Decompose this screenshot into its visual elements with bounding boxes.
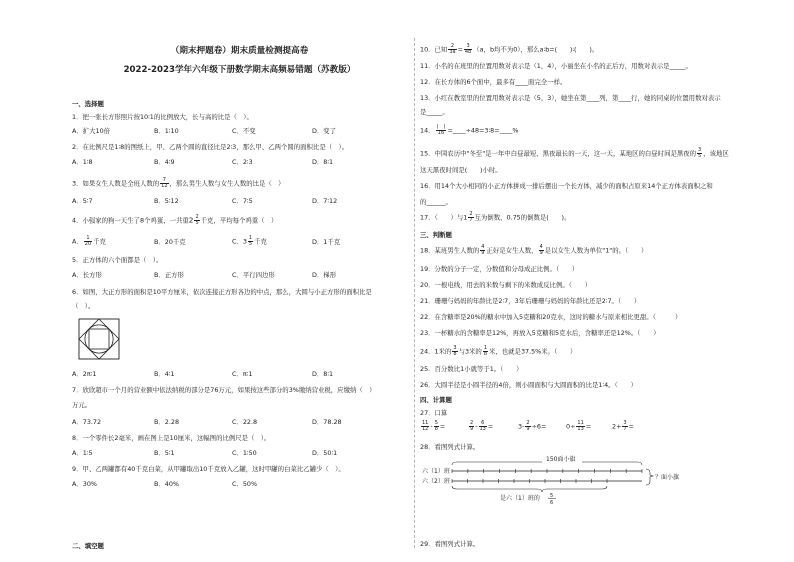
question-20: 20．一根电线，用去的米数与剩下的米数成反比例。（ ） (420, 281, 592, 289)
section-heading: 一、选择题 (72, 100, 104, 108)
question-13-cont: 是_____。 (420, 108, 449, 116)
denominator: 9 (539, 250, 543, 256)
fraction (421, 421, 429, 432)
operator: - (430, 422, 433, 431)
numerator: 2 (195, 214, 199, 220)
fraction (84, 236, 92, 247)
row2-label: 六（2）班 (422, 478, 450, 485)
operand: 0÷ (566, 422, 576, 431)
question-text: 4．小强家的狗一天生了8个鸡蛋，一共重 (72, 216, 189, 225)
operator: = (585, 422, 592, 431)
option: A．1∶5 (72, 449, 93, 457)
equals: = (457, 45, 463, 54)
question-6-cont: （ ）。 (72, 302, 95, 310)
question-26: 26．大圆半径是小圆半径的4倍，则小圆面积与大圆面积的比是1∶4。（ ） (420, 381, 637, 389)
option: B．正方形 (154, 271, 184, 279)
fraction (576, 421, 584, 432)
option: B．2.28 (154, 418, 180, 426)
fraction (448, 44, 456, 55)
section-heading: 四、计算题 (420, 396, 452, 404)
option-letter: C．3 (232, 237, 247, 246)
numerator: 6 (479, 421, 487, 427)
option: A．73.72 (72, 418, 102, 426)
option: D．1千克 (312, 238, 341, 246)
option: A．1∶8 (72, 158, 93, 166)
option: B．1∶10 (154, 127, 179, 135)
question-15 (420, 148, 729, 159)
question-19: 19．分数的分子一定，分数值和分母成正比例。（ ） (420, 265, 579, 273)
denominator: 7 (469, 217, 473, 223)
option: D．7∶12 (312, 197, 338, 205)
denominator: 8 (434, 426, 438, 432)
numerator: 2 (469, 211, 473, 217)
column-divider (414, 38, 415, 548)
question-text: 是以女生人数为单位"1"的。（ ） (544, 246, 648, 255)
option: C．π∶1 (232, 370, 253, 378)
option: C．2∶3 (232, 158, 253, 166)
unit: 千克 (254, 237, 267, 246)
numerator: 11 (422, 420, 429, 426)
calc-item (420, 421, 445, 432)
calc-item (566, 421, 591, 432)
question-text: ，该地区 (703, 149, 729, 158)
question-text: 15．中国农历中"冬至"是一年中白昼最短、黑夜最长的一天，这一天，某地区的白昼时间是黑夜的 (420, 149, 697, 158)
denominator: 5 (698, 153, 702, 159)
denominator: 6 (550, 500, 554, 506)
question-text: 3．如果女生人数是全班人数的 (72, 179, 160, 188)
option: C．1∶50 (232, 449, 257, 457)
fraction (479, 421, 487, 432)
operator: = (487, 422, 494, 431)
option (72, 236, 106, 247)
question-5: 5．正方体的六个面都是（ ）。 (72, 256, 163, 264)
question-text: ，那么男生人数与女生人数的比是（ ） (169, 179, 285, 188)
option: D．8∶1 (312, 370, 334, 378)
option (232, 236, 267, 247)
numerator: ( ) (436, 124, 446, 130)
section-heading: 二、填空题 (72, 542, 104, 550)
operand: 2+ (612, 422, 622, 431)
denominator: 8 (453, 351, 457, 357)
denominator: 13 (577, 426, 584, 432)
fraction (469, 421, 474, 432)
option: C．平行四边形 (232, 271, 275, 279)
operator: - (475, 422, 478, 431)
right-brace (646, 469, 653, 485)
question-7: 7．欣欣超市一个月的营业额中依法纳税的部分是76万元，如果按这些部分的3%缴纳营业税，应缴纳（ ） (72, 386, 376, 394)
question-16: 16．用14个大小相同的小正方体拼成一排后摆出一个长方体，减少的面积占原来14个正方体表面积之和 (420, 182, 713, 190)
numerator: 1 (248, 235, 253, 241)
question-text: 17．（ ）与1 (420, 213, 468, 222)
exam-title: （期末押题卷）期末质量检测提高卷 (170, 46, 309, 56)
denominator: 9 (470, 426, 474, 432)
option: A．长方形 (72, 271, 102, 279)
numerator: 3 (623, 420, 627, 426)
option: A．扩大10倍 (72, 127, 111, 135)
question-text: 千克，平均每个鸡重（ ） (200, 216, 278, 225)
fraction (525, 421, 530, 432)
option: D．梯形 (312, 271, 337, 279)
diagram-bottom-text: 是六（1）班的 (500, 495, 540, 502)
option: D．变了 (312, 127, 337, 135)
fraction (483, 346, 488, 357)
option: C．7∶5 (232, 197, 253, 205)
option: B．4∶1 (154, 370, 175, 378)
denominator: 13 (479, 426, 486, 432)
calc-item (468, 421, 493, 432)
denominator: 16 (437, 130, 445, 136)
question-text: 24．1米的 (420, 347, 452, 356)
option: D．78.28 (312, 418, 342, 426)
fraction (160, 178, 168, 189)
numerator: 1 (84, 236, 92, 242)
question-12: 12．在长方体的6个面中，最多有____面完全一样。 (420, 78, 567, 86)
numerator: 2 (470, 420, 474, 426)
question-7-cont: 万元。 (72, 401, 92, 409)
exam-subtitle: 2022-2023学年六年级下册数学期末高频易错题（苏教版） (123, 65, 356, 75)
option: D．50∶1 (312, 449, 338, 457)
question-text: 14． (420, 126, 435, 135)
numerator: 4 (481, 244, 485, 250)
section-heading: 三、判断题 (420, 231, 452, 239)
option: A．2π∶1 (72, 370, 97, 378)
diagram-right-label: ？面小旗 (655, 474, 680, 481)
option: C．22.8 (232, 418, 258, 426)
numerator: 7 (160, 178, 168, 184)
operator: = (439, 422, 446, 431)
question-13: 13．小红在教室里的位置用数对表示是（5，3），她坐在第____列，第____行，她的同桌的位置用数对表示 (420, 94, 721, 102)
square-circle-figure (78, 318, 120, 360)
option: A．5∶7 (72, 197, 93, 205)
question-16-cont: 的______。 (420, 198, 452, 206)
numerator: 3 (698, 147, 702, 153)
denominator: 3a (449, 49, 456, 55)
calc-item (518, 421, 546, 432)
numerator: 4 (539, 244, 543, 250)
operator: = (628, 422, 634, 431)
question-1: 1．把一张长方形照片按10∶1的比例放大，长与高的比是（ ）。 (72, 113, 253, 121)
fraction (539, 245, 544, 256)
question-text: 与3米的 (458, 347, 482, 356)
question-18 (420, 245, 647, 256)
fraction (436, 125, 447, 136)
option: C．50% (232, 480, 258, 488)
calc-item (612, 421, 634, 432)
fraction (194, 215, 199, 226)
operand: 3- (518, 422, 525, 431)
operator: ÷6= (531, 422, 547, 431)
diagram-top-label: 150面小旗 (546, 456, 576, 463)
question-8: 8．一个零件长2毫米，画在图上是10厘米，这幅图的比例尺是（ ）。 (72, 434, 271, 442)
denominator: 20 (84, 241, 92, 247)
question-text: 18．某班男生人数的 (420, 246, 480, 255)
denominator: 8 (483, 351, 487, 357)
option: A．30% (72, 480, 97, 488)
unit: 千克 (93, 237, 106, 246)
question-25: 25．百分数比1小就等于1。（ ） (420, 365, 523, 373)
question-10 (420, 44, 598, 55)
option: B．4∶9 (154, 158, 175, 166)
numerator: 2 (526, 420, 530, 426)
numerator: 3 (453, 345, 457, 351)
numerator: 5 (550, 493, 554, 499)
numerator: 5 (434, 420, 438, 426)
fraction (464, 44, 472, 55)
question-15-cont: 这天黑夜时间是( )小时。 (420, 166, 502, 174)
question-6: 6．如图，大正方形的面积是10平方厘米，依次连接正方形各边的中点，那么，大圆与小正方形的面积比是 (72, 288, 372, 296)
segment-diagram (422, 453, 682, 509)
option: B．5∶1 (154, 449, 175, 457)
question-text: 10．已知 (420, 45, 448, 54)
question-3 (72, 178, 285, 189)
question-9: 9．甲、乙两罐都有40千克白菜，从甲罐取出10千克放入乙罐，这时甲罐的白菜比乙罐少（ ）。 (72, 465, 345, 473)
numerator: 3 (464, 44, 472, 50)
question-29: 29．看图列式计算。 (420, 540, 480, 548)
question-text: =____÷48=3∶8=____% (447, 126, 519, 135)
question-24 (420, 346, 576, 357)
fraction (480, 245, 485, 256)
fraction (434, 421, 439, 432)
option: B．20千克 (154, 238, 186, 246)
option: B．5∶12 (154, 197, 179, 205)
question-14 (420, 125, 518, 136)
numerator: 2 (448, 44, 456, 50)
denominator: 7 (623, 426, 627, 432)
question-2: 2．在比例尺是1∶8的图纸上，甲、乙两个圆的直径比是2∶3，那么甲、乙两个圆的面积比是（ ）。 (72, 143, 349, 151)
fraction (697, 148, 702, 159)
question-text: 互为倒数，0.75的倒数是( )。 (474, 213, 571, 222)
denominator: 9 (526, 426, 530, 432)
fraction (622, 421, 627, 432)
option-letter: A． (72, 237, 83, 246)
fraction (248, 236, 253, 247)
numerator: 1 (483, 345, 487, 351)
option: B．40% (154, 480, 179, 488)
question-text: 米，也就是37.5%米。（ ） (489, 347, 577, 356)
question-22: 22．在含糖率是20%的糖水中加入5克糖和20克水，这时的糖水与原来相比更甜。（ ） (420, 313, 682, 321)
question-21: 21．珊珊与妈妈的年龄比是2∶7，3年后珊珊与妈妈的年龄比还是2∶7。（ ） (420, 297, 641, 305)
fraction (452, 346, 457, 357)
denominator: 4b (464, 49, 472, 55)
numerator: 11 (577, 420, 584, 426)
question-11: 11．小名的在班里的位置用数对表示是（1，4），小丽坐在小名的正后方，用数对表示是_____。 (420, 62, 692, 70)
option: C．不变 (232, 127, 256, 135)
question-23: 23．一杯糖水的含糖率是12%，再放入5克糖和5克水后，含糖率还是12%。（ ） (420, 329, 660, 337)
denominator: 12 (161, 183, 168, 189)
whole-number: 2 (188, 215, 194, 225)
question-27: 27．口算 (420, 409, 448, 417)
question-17 (420, 212, 570, 223)
denominator: 5 (195, 220, 199, 226)
question-text: 正好是女生人数， (486, 246, 538, 255)
fraction (468, 212, 473, 223)
question-text: （a，b均不为0），那么a∶b=( )∶( )。 (473, 45, 599, 54)
question-4 (72, 215, 277, 226)
bottom-brace (452, 486, 607, 492)
question-28: 28．看图列式计算。 (420, 443, 480, 451)
option: D．8∶1 (312, 158, 334, 166)
denominator: 5 (248, 241, 253, 247)
denominator: 9 (481, 250, 485, 256)
denominator: 12 (422, 426, 429, 432)
row1-label: 六（1）班 (422, 468, 450, 475)
